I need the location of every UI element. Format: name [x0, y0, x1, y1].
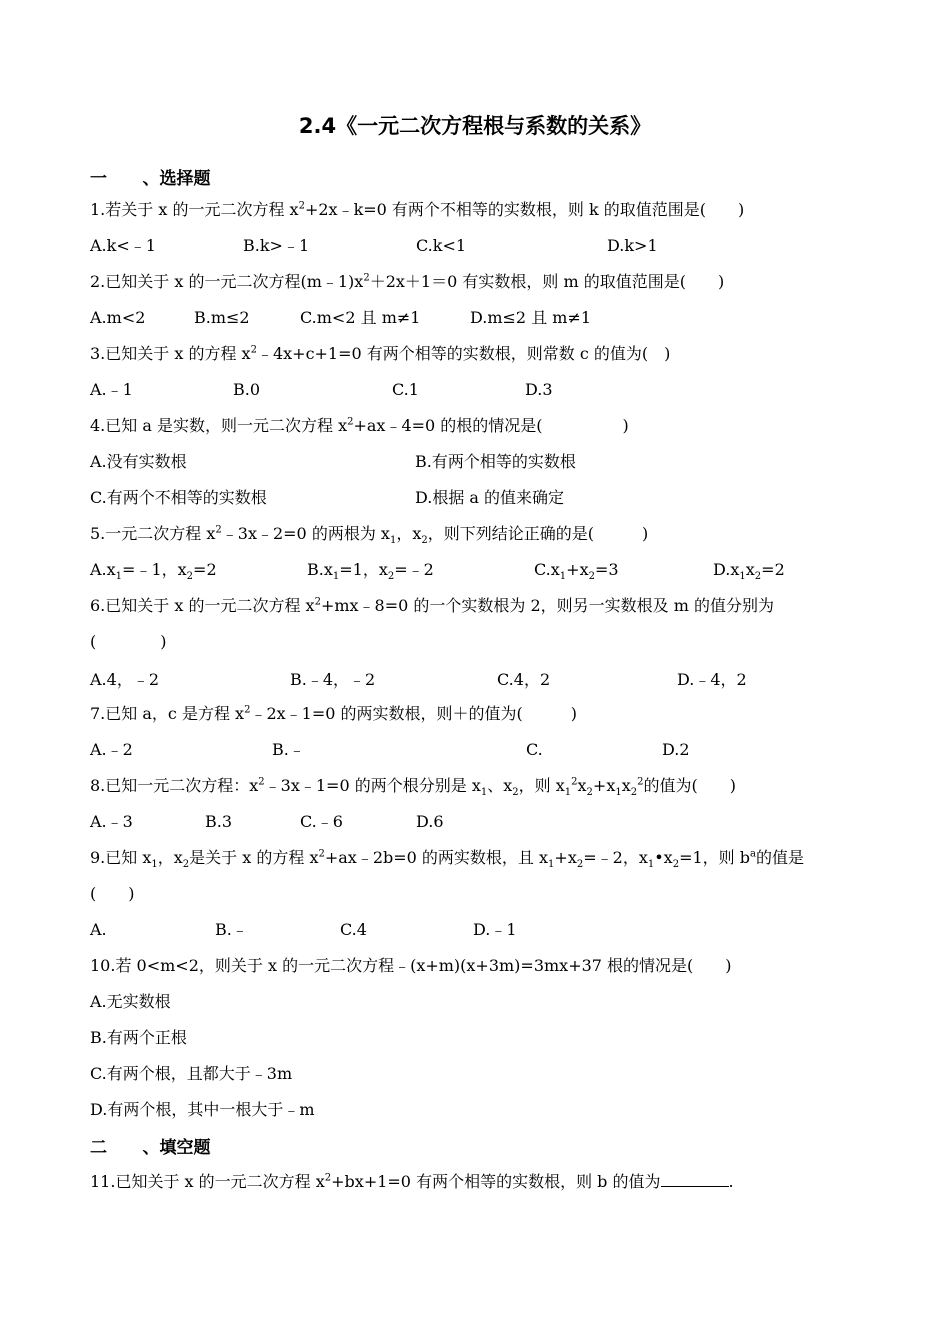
q9-option-c: C.4 [340, 920, 367, 939]
q6-option-a: A.4，﹣2 [90, 670, 160, 689]
page-title: 2.4《一元二次方程根与系数的关系》 [298, 114, 652, 138]
q3-option-a: A.﹣1 [90, 380, 133, 399]
q4-option-d: D.根据 a 的值来确定 [415, 488, 565, 507]
section-heading-choice: 一 、选择题 [90, 169, 211, 189]
q4-option-a: A.没有实数根 [90, 452, 187, 471]
q7-option-d: D.2 [662, 740, 690, 759]
answer-blank[interactable] [661, 1172, 729, 1187]
q5-option-d: $D.x_1x_2=2$ [713, 560, 785, 583]
question-6: 6.已知关于 x 的一元二次方程 $x^2+mx﹣8=0$ 的一个实数根为 2，则另一实数根及 m 的值分别为 [90, 596, 775, 615]
q2-option-c: C.m<2 且 m≠1 [300, 308, 421, 327]
q10-option-b: B.有两个正根 [90, 1028, 187, 1047]
q5-option-b: $B.x_1=1$，$x_2=﹣2$ [307, 560, 434, 583]
question-9: 9.已知 $x_1$，$x_2$是关于 x 的方程 $x^2+ax﹣2b=0$ 的两实数根，且 $x_1+x_2=﹣2$，$x_1•x_2=1$，则 $b^a$的值是 [90, 848, 804, 871]
q2-option-a: A.m<2 [90, 308, 146, 327]
q9-option-d: D.﹣1 [473, 920, 517, 939]
q7-option-c: C. [526, 740, 543, 759]
q3-option-c: C.1 [392, 380, 419, 399]
q2-option-d: D.m≤2 且 m≠1 [470, 308, 592, 327]
q8-option-a: A.﹣3 [90, 812, 133, 831]
q10-option-a: A.无实数根 [90, 992, 171, 1011]
q3-option-b: B.0 [233, 380, 261, 399]
q9-option-b: B.﹣ [215, 920, 248, 939]
q3-option-d: D.3 [525, 380, 553, 399]
q9-option-a: A. [90, 920, 107, 939]
question-6-bracket: ( ) [90, 632, 167, 651]
question-11: 11.已知关于 x 的一元二次方程 $x^2+bx+1=0$ 有两个相等的实数根，则 b 的值为 . [90, 1172, 734, 1191]
q1-option-b: B.k>﹣1 [243, 236, 310, 255]
question-2: 2.已知关于 x 的一元二次方程$(m﹣1)x^2+2x+1=0$ 有实数根，则 m 的取值范围是( ) [90, 272, 725, 291]
question-7: 7.已知 a，c 是方程 $x^2﹣2x﹣1=0$ 的两实数根，则＋的值为( ) [90, 704, 577, 723]
question-10: 10.若 0<m<2，则关于 x 的一元二次方程﹣(x+m)(x+3m)=3mx+37 根的情况是( ) [90, 956, 732, 975]
question-8: 8.已知一元二次方程：$x^2﹣3x﹣1=0$ 的两个根分别是 $x_1$、$x_2$，则 $x_1^2x_2+x_1x_2^2$的值为( ) [90, 776, 736, 799]
q7-option-a: A.﹣2 [90, 740, 133, 759]
q1-option-a: A.k<﹣1 [90, 236, 156, 255]
question-9-bracket: ( ) [90, 884, 135, 903]
q8-option-d: D.6 [416, 812, 444, 831]
question-5: 5.一元二次方程 $x^2﹣3x﹣2=0$ 的两根为 $x_1$，$x_2$，则下列结论正确的是( ) [90, 524, 649, 547]
q7-option-b: B.﹣ [272, 740, 305, 759]
q8-option-c: C.﹣6 [300, 812, 343, 831]
q10-option-c: C.有两个根，且都大于﹣3m [90, 1064, 293, 1083]
q8-option-b: B.3 [205, 812, 233, 831]
question-1: 1.若关于 x 的一元二次方程 $x^2+2x﹣k=0$ 有两个不相等的实数根，则 k 的取值范围是( ) [90, 200, 745, 219]
q1-option-d: D.k>1 [607, 236, 658, 255]
q10-option-d: D.有两个根，其中一根大于﹣m [90, 1100, 315, 1119]
q2-option-b: B.m≤2 [194, 308, 250, 327]
question-3: 3.已知关于 x 的方程 $x^2﹣4x+c+1=0$ 有两个相等的实数根，则常数 c 的值为( ) [90, 344, 671, 363]
q4-option-c: C.有两个不相等的实数根 [90, 488, 267, 507]
q6-option-d: D.﹣4，2 [677, 670, 747, 689]
q1-option-c: C.k<1 [416, 236, 467, 255]
question-4: 4.已知 a 是实数，则一元二次方程 $x^2+ax﹣4=0$ 的根的情况是( ) [90, 416, 629, 435]
q4-option-b: B.有两个相等的实数根 [415, 452, 576, 471]
q6-option-c: C.4，2 [497, 670, 551, 689]
q5-option-a: $A.x_1=﹣1$，$x_2=2$ [90, 560, 217, 583]
q5-option-c: $C.x_1+x_2=3$ [534, 560, 619, 583]
section-heading-fill: 二 、填空题 [90, 1138, 211, 1158]
q6-option-b: B.﹣4，﹣2 [290, 670, 376, 689]
